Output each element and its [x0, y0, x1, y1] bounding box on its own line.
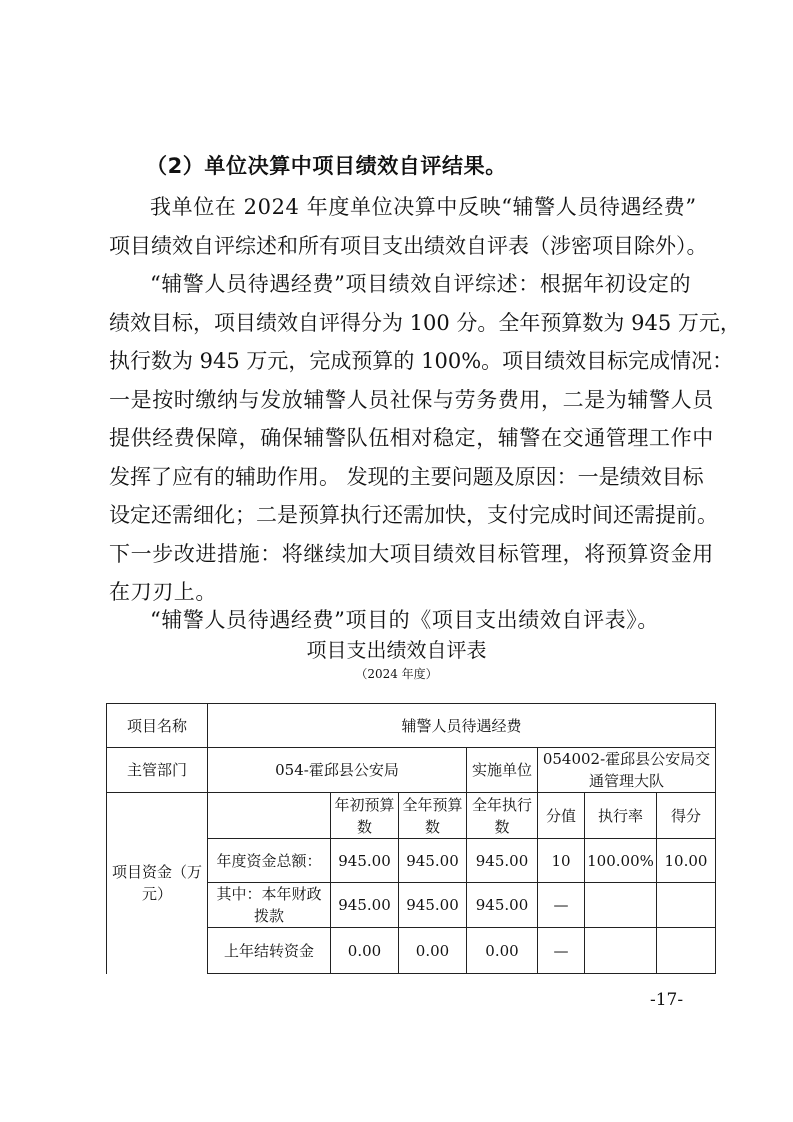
header-cell: 全年预算数: [399, 793, 467, 839]
cell: 945.00: [331, 883, 399, 928]
name-label: 项目名称: [107, 704, 208, 748]
cell: 945.00: [467, 839, 538, 883]
cell: —: [538, 928, 585, 974]
impl-label: 实施单位: [467, 748, 538, 793]
table-subtitle: （2024 年度）: [355, 667, 438, 681]
cell: [585, 883, 657, 928]
header-cell: 得分: [657, 793, 716, 839]
cell: [585, 928, 657, 974]
header-cell: 分值: [538, 793, 585, 839]
paragraph-line: 我单位在 2024 年度单位决算中反映“辅警人员待遇经费”: [150, 195, 697, 219]
cell: 10.00: [657, 839, 716, 883]
paragraph-line: 一是按时缴纳与发放辅警人员社保与劳务费用，二是为辅警人员: [109, 388, 714, 412]
table-title: 项目支出绩效自评表: [306, 638, 487, 662]
header-cell: 年初预算数: [331, 793, 399, 839]
header-cell: 全年执行数: [467, 793, 538, 839]
dept-value: 054-霍邱县公安局: [208, 748, 467, 793]
cell: [657, 928, 716, 974]
cell: 100.00%: [585, 839, 657, 883]
impl-value: 054002-霍邱县公安局交通管理大队: [538, 748, 716, 793]
empty-cell: [208, 793, 331, 839]
paragraph-line: 下一步改进措施：将继续加大项目绩效目标管理，将预算资金用: [109, 542, 714, 566]
dept-label: 主管部门: [107, 748, 208, 793]
paragraph-line: 在刀刃上。: [109, 580, 217, 604]
funds-label: 项目资金（万元）: [107, 793, 208, 974]
cell: —: [538, 883, 585, 928]
cell: [657, 883, 716, 928]
cell: 945.00: [467, 883, 538, 928]
paragraph-line: 执行数为 945 万元，完成预算的 100%。项目绩效目标完成情况：: [109, 349, 734, 373]
row-label: 年度资金总额：: [208, 839, 331, 883]
paragraph-line: 提供经费保障，确保辅警队伍相对稳定，辅警在交通管理工作中: [109, 426, 714, 450]
paragraph-line: 设定还需细化；二是预算执行还需加快，支付完成时间还需提前。: [109, 503, 718, 527]
paragraph-line: “辅警人员待遇经费”项目的《项目支出绩效自评表》。: [150, 608, 659, 632]
paragraph-line: “辅警人员待遇经费”项目绩效自评综述：根据年初设定的: [150, 272, 692, 296]
performance-table: [106, 703, 716, 974]
cell: 945.00: [399, 883, 467, 928]
cell: 0.00: [467, 928, 538, 974]
cell: 10: [538, 839, 585, 883]
header-cell: 执行率: [585, 793, 657, 839]
row-label: 上年结转资金: [208, 928, 331, 974]
page-number: -17-: [650, 990, 684, 1010]
cell: 0.00: [331, 928, 399, 974]
paragraph-line: 项目绩效自评综述和所有项目支出绩效自评表（涉密项目除外）。: [109, 234, 708, 258]
cell: 945.00: [399, 839, 467, 883]
paragraph-line: 发挥了应有的辅助作用。 发现的主要问题及原因：一是绩效目标: [109, 465, 704, 489]
cell: 945.00: [331, 839, 399, 883]
row-label: 其中：本年财政拨款: [208, 883, 331, 928]
paragraph-line: 绩效目标，项目绩效自评得分为 100 分。全年预算数为 945 万元，: [109, 311, 741, 335]
cell: 0.00: [399, 928, 467, 974]
name-value: 辅警人员待遇经费: [208, 704, 716, 748]
section-heading: （2）单位决算中项目绩效自评结果。: [146, 154, 507, 178]
